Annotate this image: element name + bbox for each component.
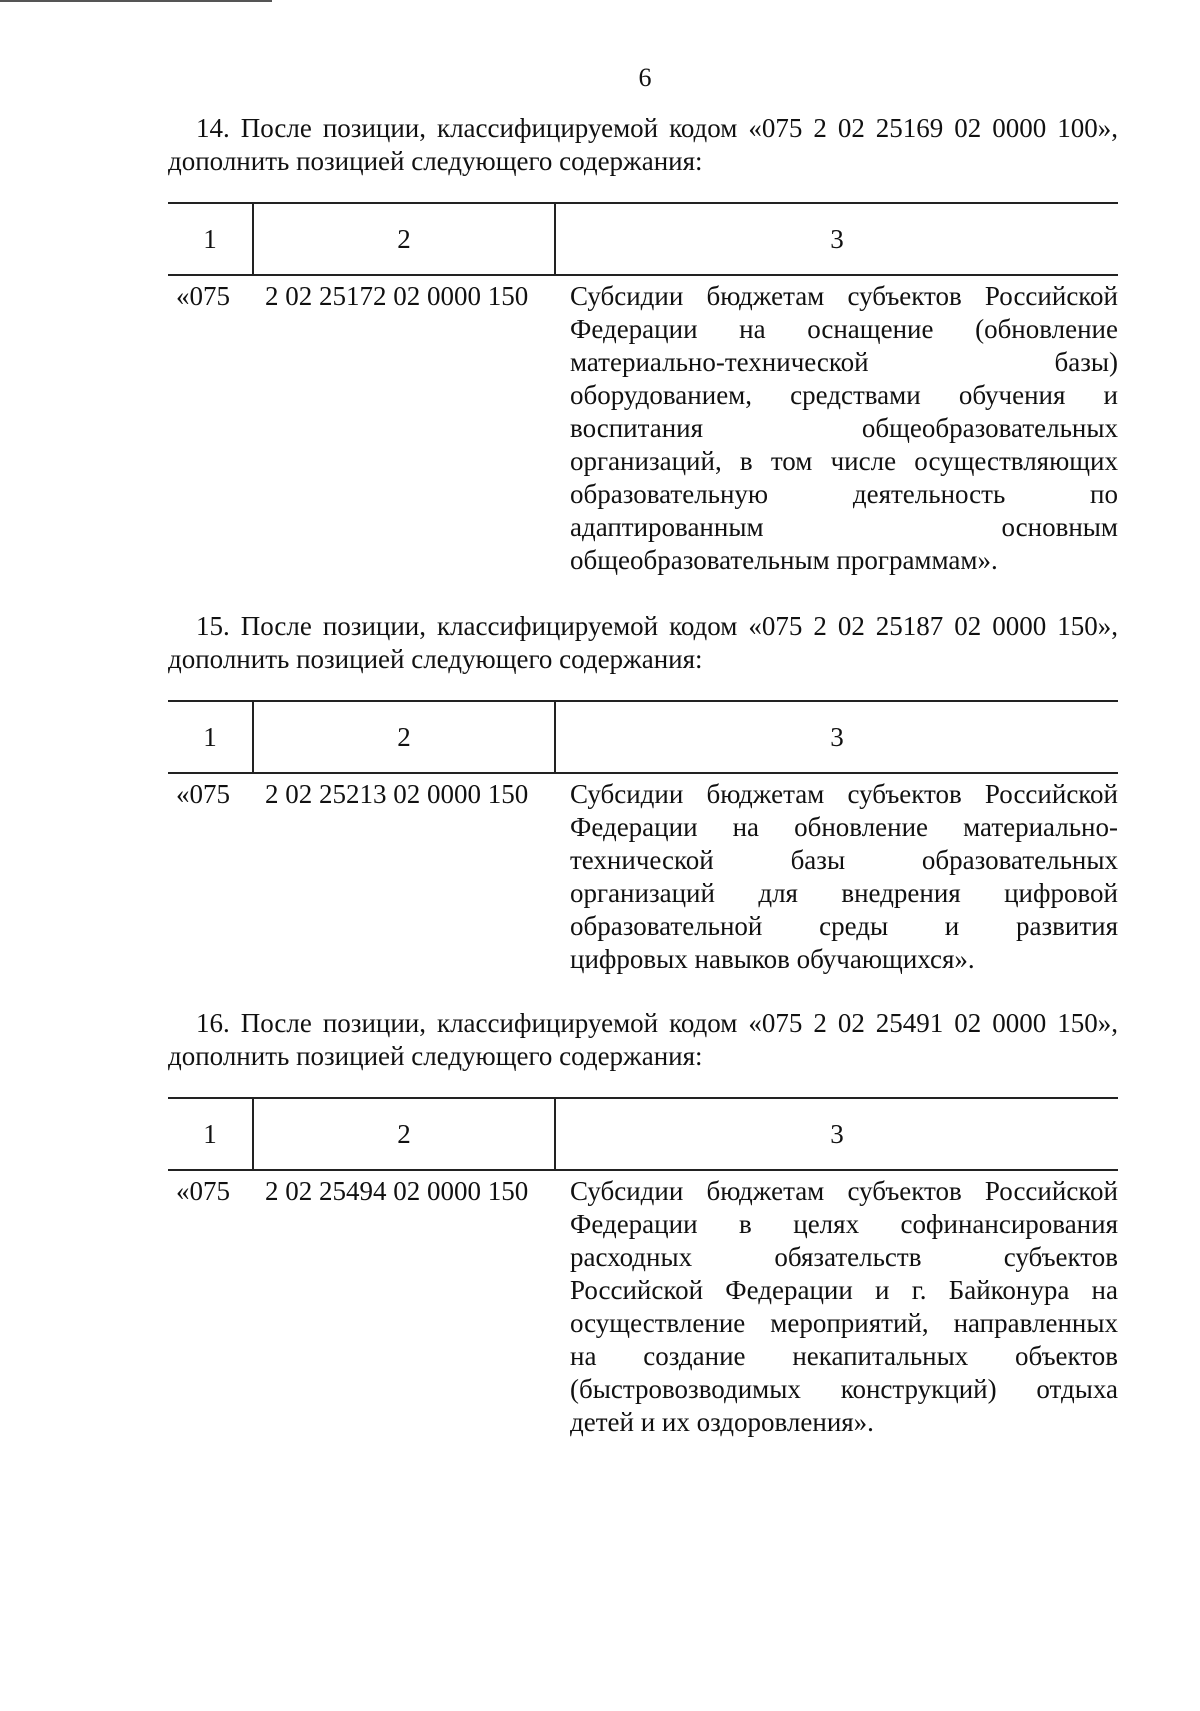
income-code-cell: 2 02 25494 02 0000 150 [265,1176,529,1206]
description-line: организаций для внедрения цифровой [570,878,1118,908]
column-header-3: 3 [555,1098,1118,1170]
column-header-2: 2 [253,203,555,275]
admin-code-cell: «075 [176,779,230,809]
column-header-3: 3 [555,701,1118,773]
table-header-row [168,203,1118,275]
description-line: осуществление мероприятий, направленных [570,1308,1118,1338]
admin-code-cell: «075 [176,1176,230,1206]
amendment-intro-line: 15. После позиции, классифицируемой кодом «075 2 02 25187 02 0000 150», [196,611,1118,641]
description-line: Субсидии бюджетам субъектов Российской [570,779,1118,809]
admin-code-cell: «075 [176,281,230,311]
column-header-1: 1 [168,701,253,773]
amendment-section-14 [168,112,1118,577]
table-row [168,275,1118,577]
amendment-intro [168,1007,1118,1073]
description-line: на создание некапитальных объектов [570,1341,1118,1371]
description-line: Федерации на оснащение (обновление [570,314,1118,344]
position-table [168,1097,1118,1439]
amendment-intro-line: 16. После позиции, классифицируемой кодом «075 2 02 25491 02 0000 150», [196,1008,1118,1038]
page-number: 6 [638,63,652,92]
position-table [168,700,1118,976]
table-row [168,773,1118,976]
description-line: образовательную деятельность по [570,479,1118,509]
description-cell [555,1170,1118,1439]
amendment-intro-line: дополнить позицией следующего содержания: [168,146,703,176]
amendment-intro-line: 14. После позиции, классифицируемой кодом «075 2 02 25169 02 0000 100», [196,113,1118,143]
amendment-intro [168,112,1118,178]
description-line: воспитания общеобразовательных [570,413,1118,443]
description-line: организаций, в том числе осуществляющих [570,446,1118,476]
description-line: технической базы образовательных [570,845,1118,875]
column-header-2: 2 [253,701,555,773]
description-line: детей и их оздоровления». [570,1407,874,1437]
column-header-1: 1 [168,1098,253,1170]
column-header-2: 2 [253,1098,555,1170]
amendment-intro-line: дополнить позицией следующего содержания: [168,644,703,674]
description-line: Федерации в целях софинансирования [570,1209,1118,1239]
income-code-cell: 2 02 25172 02 0000 150 [265,281,529,311]
description-line: цифровых навыков обучающихся». [570,944,975,974]
column-header-1: 1 [168,203,253,275]
income-code-cell: 2 02 25213 02 0000 150 [265,779,529,809]
column-header-3: 3 [555,203,1118,275]
amendment-intro-line: дополнить позицией следующего содержания: [168,1041,703,1071]
description-line: Российской Федерации и г. Байконура на [570,1275,1118,1305]
amendment-section-15 [168,610,1118,976]
description-cell [555,275,1118,577]
description-line: Субсидии бюджетам субъектов Российской [570,281,1118,311]
description-line: расходных обязательств субъектов [570,1242,1118,1272]
table-header-row [168,1098,1118,1170]
description-line: материально-технической базы) [570,347,1118,377]
description-line: общеобразовательным программам». [570,545,998,575]
description-line: Федерации на обновление материально- [570,812,1118,842]
description-line: адаптированным основным [570,512,1118,542]
description-line: оборудованием, средствами обучения и [570,380,1118,410]
description-line: (быстровозводимых конструкций) отдыха [570,1374,1118,1404]
table-row [168,1170,1118,1439]
amendment-intro [168,610,1118,676]
amendment-section-16 [168,1007,1118,1439]
table-header-row [168,701,1118,773]
description-line: образовательной среды и развития [570,911,1118,941]
description-line: Субсидии бюджетам субъектов Российской [570,1176,1118,1206]
description-cell [555,773,1118,976]
position-table [168,202,1118,577]
scan-edge-line [0,0,272,2]
